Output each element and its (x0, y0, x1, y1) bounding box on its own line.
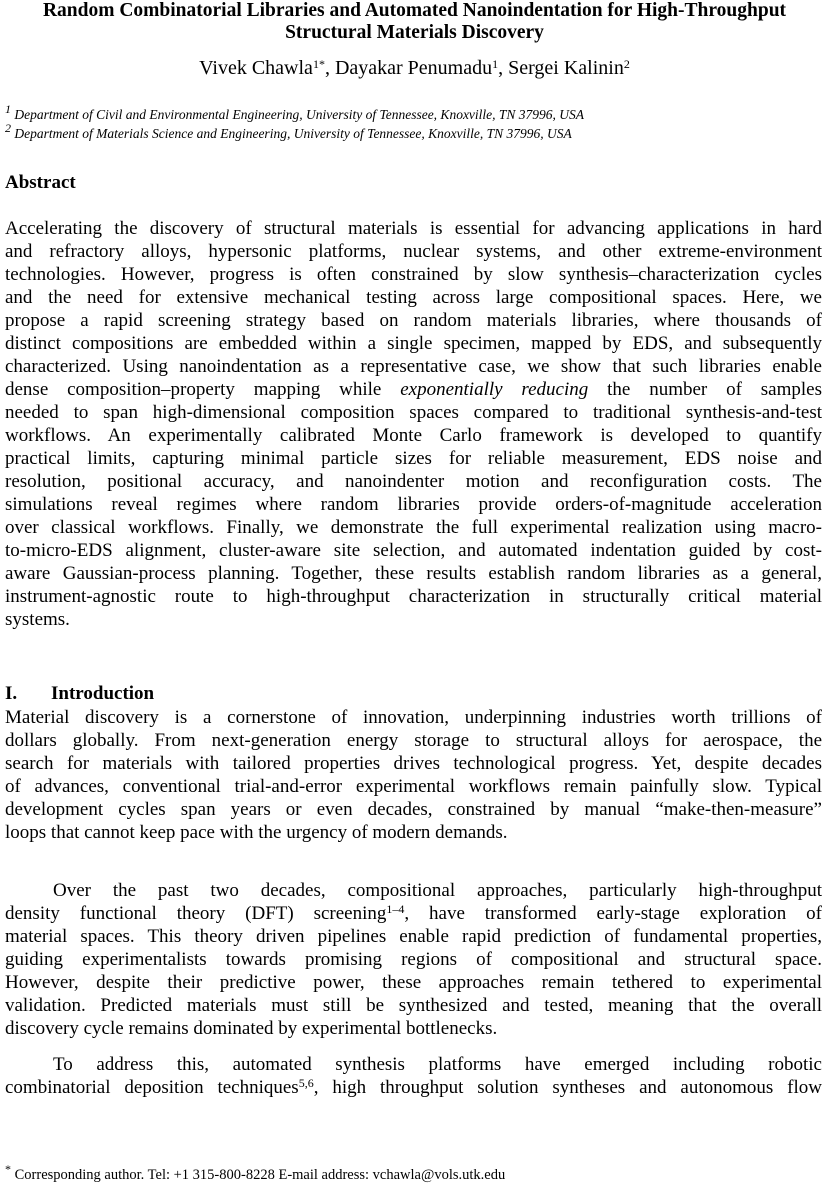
text-line: needed to span high-dimensional composition spaces compared to traditional synthesis-and-test (5, 402, 822, 423)
author-sep: , (324, 57, 335, 79)
intro-paragraph-1 (5, 706, 822, 844)
affiliation-text: Department of Civil and Environmental Engineering, University of Tennessee, Knoxville, TN 37996, USA (11, 107, 585, 122)
section-number: I. (5, 683, 18, 704)
footnote-text: Corresponding author. Tel: +1 315-800-8228 E-mail address: vchawla@vols.utk.edu (11, 1167, 506, 1183)
text-line: development cycles span years or even decades, constrained by manual “make-then-measure” (5, 799, 822, 820)
citation: 1–4 (386, 902, 405, 916)
affiliation-sup: 2 (5, 121, 11, 135)
author-name: Dayakar Penumadu (334, 57, 493, 79)
abstract-body (5, 217, 822, 631)
text-line (5, 902, 822, 925)
author-sup: 1 (492, 57, 499, 71)
section-heading-introduction (5, 682, 154, 705)
text-line: Over the past two decades, compositional approaches, particularly high-throughput (53, 880, 822, 901)
author-name: Sergei Kalinin (508, 57, 624, 79)
footnote (5, 1162, 506, 1184)
affiliation-2 (5, 121, 572, 143)
paper-title (0, 0, 829, 44)
footnote-mark: * (5, 1162, 11, 1176)
text-line (5, 378, 822, 401)
author (508, 57, 630, 79)
text-line: To address this, automated synthesis platforms have emerged including robotic (53, 1054, 822, 1075)
text-line: loops that cannot keep pace with the urgency of modern demands. (5, 822, 508, 843)
text-segment: dense composition–property mapping while (5, 379, 401, 400)
intro-paragraph-3 (5, 1053, 822, 1099)
text-segment: the number of samples (588, 379, 822, 400)
text-segment: , have transformed early-stage exploration of (404, 903, 822, 924)
text-line: distinct compositions are embedded within a single specimen, mapped by EDS, and subsequently (5, 333, 822, 354)
author-sep: , (498, 57, 509, 79)
text-line: technologies. However, progress is often constrained by slow synthesis–characterization cycles (5, 264, 822, 285)
text-line: resolution, positional accuracy, and nanoindenter motion and reconfiguration costs. The (5, 471, 822, 492)
text-line: guiding experimentalists towards promising regions of compositional and structural space. (5, 949, 822, 970)
text-line: and the need for extensive mechanical testing across large compositional spaces. Here, we (5, 287, 822, 308)
text-line: However, despite their predictive power, these approaches remain tethered to experimental (5, 972, 822, 993)
text-line: discovery cycle remains dominated by experimental bottlenecks. (5, 1018, 498, 1039)
text-line: Material discovery is a cornerstone of innovation, underpinning industries worth trillions of (5, 707, 822, 728)
author (335, 57, 508, 79)
emphasis: exponentially reducing (400, 379, 589, 400)
text-line: to-micro-EDS alignment, cluster-aware site selection, and automated indentation guided by cost- (5, 540, 822, 561)
text-line: aware Gaussian-process planning. Together, these results establish random libraries as a general, (5, 563, 822, 584)
citation: 5,6 (298, 1076, 314, 1090)
text-line: over classical workflows. Finally, we demonstrate the full experimental realization using macro- (5, 517, 822, 538)
text-line: and refractory alloys, hypersonic platforms, nuclear systems, and other extreme-environment (5, 241, 822, 262)
affiliation-1 (5, 102, 585, 124)
author-sup: 1* (312, 57, 325, 71)
text-line: of advances, conventional trial-and-error experimental workflows remain painfully slow. Typical (5, 776, 822, 797)
text-segment: combinatorial deposition techniques (5, 1077, 299, 1098)
text-line: search for materials with tailored properties drives technological progress. Yet, despite decades (5, 753, 822, 774)
author-name: Vivek Chawla (199, 57, 313, 79)
text-line: validation. Predicted materials must still be synthesized and tested, meaning that the overall (5, 995, 822, 1016)
author-list (0, 56, 829, 80)
text-line: systems. (5, 609, 70, 630)
text-line: Accelerating the discovery of structural materials is essential for advancing applications in hard (5, 218, 822, 239)
title-line-2: Structural Materials Discovery (285, 22, 544, 43)
text-line: dollars globally. From next-generation energy storage to structural alloys for aerospace, the (5, 730, 822, 751)
intro-paragraph-2 (5, 879, 822, 1040)
text-line: propose a rapid screening strategy based on random materials libraries, where thousands of (5, 310, 822, 331)
text-line: workflows. An experimentally calibrated Monte Carlo framework is developed to quantify (5, 425, 822, 446)
text-line: instrument-agnostic route to high-throughput characterization in structurally critical material (5, 586, 822, 607)
text-line: practical limits, capturing minimal particle sizes for reliable measurement, EDS noise and (5, 448, 822, 469)
section-title: Introduction (51, 683, 155, 704)
affiliation-sup: 1 (5, 102, 11, 116)
text-segment: , high throughput solution syntheses and autonomous flow (313, 1077, 822, 1098)
text-segment: density functional theory (DFT) screening (5, 903, 387, 924)
affiliation-text: Department of Materials Science and Engineering, University of Tennessee, Knoxville, TN 37996, USA (11, 126, 572, 141)
title-line-1: Random Combinatorial Libraries and Automated Nanoindentation for High-Throughput (42, 0, 787, 21)
abstract-heading: Abstract (5, 172, 76, 193)
author (199, 57, 335, 79)
text-line: characterized. Using nanoindentation as a representative case, we show that such libraries enable (5, 356, 822, 377)
text-line (5, 1076, 822, 1099)
text-line: material spaces. This theory driven pipelines enable rapid prediction of fundamental properties, (5, 926, 822, 947)
text-line: simulations reveal regimes where random libraries provide orders-of-magnitude acceleration (5, 494, 822, 515)
author-sup: 2 (623, 57, 630, 71)
